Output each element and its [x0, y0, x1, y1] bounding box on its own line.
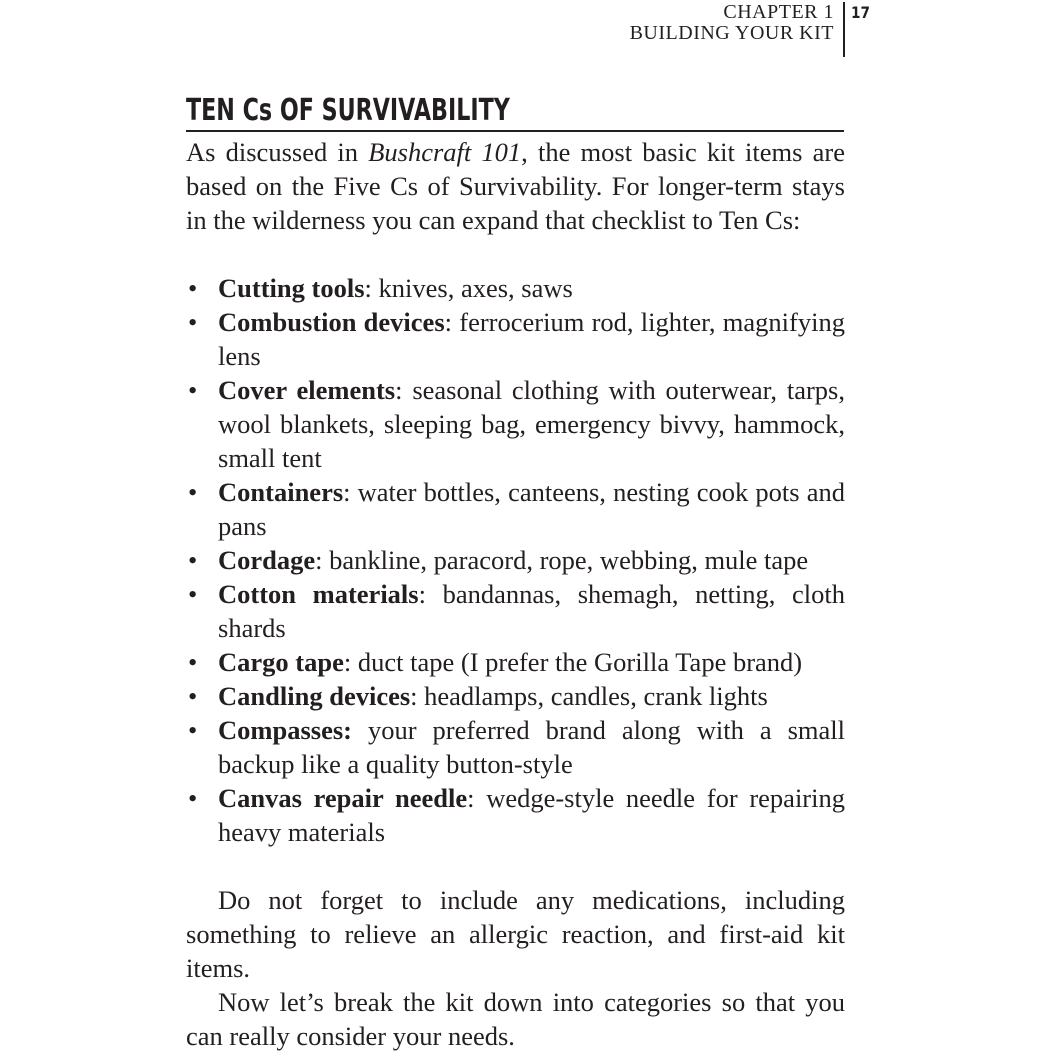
- list-item: [188, 679, 845, 713]
- item-details: bandannas, shemagh, netting, cloth shards: [218, 579, 845, 643]
- list-item: [188, 271, 845, 305]
- section-heading-text: TEN Cs OF SURVIVABILITY: [186, 93, 510, 128]
- item-name: Candling devices: [218, 681, 411, 711]
- bullet: •: [188, 375, 198, 405]
- running-head: [560, 2, 834, 44]
- item-name: Containers: [218, 477, 344, 507]
- bullet: •: [188, 579, 198, 609]
- item-separator: :: [444, 307, 460, 337]
- list-item: [188, 645, 845, 679]
- chapter-title: BUILDING YOUR KIT: [629, 22, 834, 44]
- item-details: knives, axes, saws: [378, 273, 573, 303]
- item-details: bankline, paracord, rope, webbing, mule tape: [329, 545, 809, 575]
- section-heading: [186, 94, 844, 132]
- item-separator: [352, 715, 368, 745]
- item-separator: :: [418, 579, 443, 609]
- item-separator: :: [467, 783, 487, 813]
- list-item: [188, 475, 845, 543]
- item-details: headlamps, candles, crank lights: [424, 681, 768, 711]
- item-separator: :: [364, 273, 379, 303]
- item-details: your preferred brand along with a small backup like a quality button-style: [218, 715, 845, 779]
- item-name: Cargo tape: [218, 647, 344, 677]
- categories-paragraph: Now let’s break the kit down into categories so that you can really consider your needs.: [186, 987, 845, 1051]
- item-separator: :: [343, 477, 358, 507]
- item-separator: :: [343, 647, 358, 677]
- item-details: duct tape (I prefer the Gorilla Tape brand): [357, 647, 803, 677]
- list-item: [188, 305, 845, 373]
- intro-paragraph: [186, 135, 845, 237]
- item-details: seasonal clothing with outerwear, tarps, wool blankets, sleeping bag, emergency bivvy, hammock, small tent: [218, 375, 845, 473]
- item-name: Combustion devices: [218, 307, 445, 337]
- list-item: [188, 713, 845, 781]
- bullet: •: [188, 715, 198, 745]
- book-title: Bushcraft 101: [368, 137, 522, 167]
- bullet: •: [188, 307, 198, 337]
- intro-text-start: As discussed in: [186, 137, 369, 167]
- list-item: [188, 577, 845, 645]
- chapter-label: CHAPTER 1: [723, 1, 834, 23]
- list-item: [188, 543, 845, 577]
- bullet: •: [188, 477, 198, 507]
- item-separator: :: [410, 681, 425, 711]
- bullet: •: [188, 273, 198, 303]
- item-separator: :: [395, 375, 413, 405]
- item-name: Cover elements: [218, 375, 396, 405]
- bullet: •: [188, 647, 198, 677]
- item-name: Compasses:: [218, 715, 352, 745]
- item-details: ferrocerium rod, lighter, magnifying lens: [218, 307, 845, 371]
- header-divider: [843, 2, 845, 57]
- medications-paragraph: Do not forget to include any medications, including something to relieve an allergic reaction, and first-aid kit items.: [186, 885, 845, 983]
- item-name: Cordage: [218, 545, 316, 575]
- item-details: wedge-style needle for repairing heavy materials: [218, 783, 845, 847]
- intro-text-end: , the most basic kit items are based on the Five Cs of Survivability. For longer-term stays in the wilderness you can expand that checklist to Ten Cs:: [186, 137, 845, 235]
- item-name: Canvas repair needle: [218, 783, 468, 813]
- page-number: 17: [851, 3, 870, 22]
- page-body: [186, 135, 845, 1053]
- list-item: [188, 781, 845, 849]
- bullet: •: [188, 681, 198, 711]
- item-details: water bottles, canteens, nesting cook pots and pans: [218, 477, 845, 541]
- list-item: [188, 373, 845, 475]
- item-separator: :: [315, 545, 330, 575]
- item-name: Cotton materials: [218, 579, 419, 609]
- kit-list: [186, 271, 845, 849]
- item-name: Cutting tools: [218, 273, 365, 303]
- bullet: •: [188, 783, 198, 813]
- bullet: •: [188, 545, 198, 575]
